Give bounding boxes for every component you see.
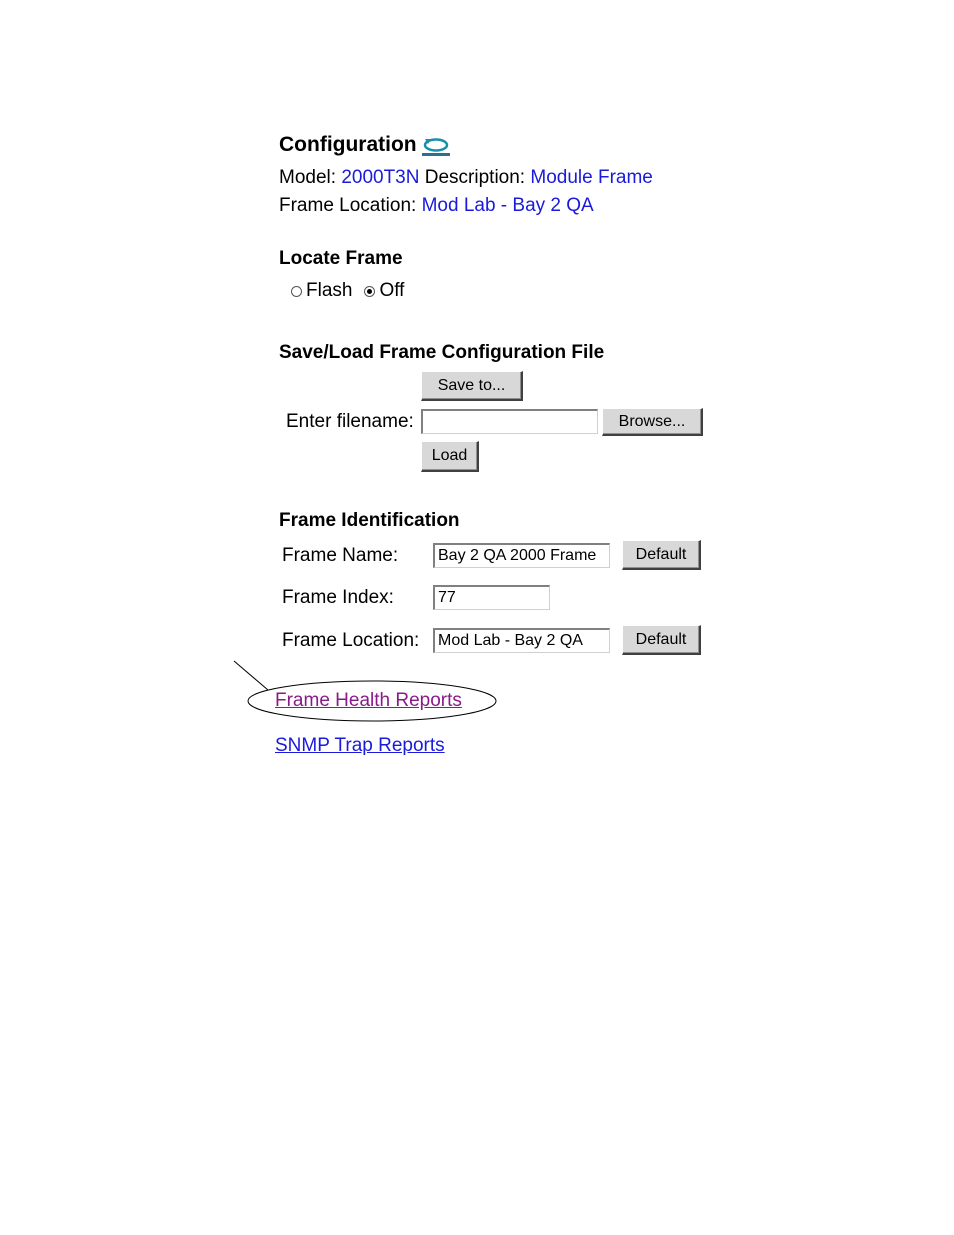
page-title-text: Configuration xyxy=(279,133,417,156)
frame-location-default-button[interactable]: Default xyxy=(622,625,701,655)
description-value: Module Frame xyxy=(530,167,653,188)
description-label: Description: xyxy=(424,167,526,188)
filename-label: Enter filename: xyxy=(286,411,414,432)
page-title xyxy=(279,133,450,157)
frame-name-input[interactable] xyxy=(433,543,610,568)
locate-frame-heading: Locate Frame xyxy=(279,248,403,269)
model-label: Model: xyxy=(279,167,337,188)
frame-name-label: Frame Name: xyxy=(282,545,399,566)
snmp-trap-reports-link[interactable]: SNMP Trap Reports xyxy=(275,735,445,756)
flash-radio[interactable] xyxy=(291,286,302,297)
frame-health-reports-link[interactable]: Frame Health Reports xyxy=(275,690,462,711)
flash-radio-label: Flash xyxy=(306,280,353,301)
frame-location-value: Mod Lab - Bay 2 QA xyxy=(421,195,594,216)
locate-frame-options xyxy=(291,280,416,302)
frame-location-line xyxy=(279,195,594,217)
off-radio-label: Off xyxy=(379,280,405,301)
refresh-icon[interactable] xyxy=(422,134,450,156)
save-load-heading: Save/Load Frame Configuration File xyxy=(279,342,605,363)
frame-name-default-button[interactable]: Default xyxy=(622,540,701,570)
frame-location-input[interactable] xyxy=(433,628,610,653)
frame-identification-heading: Frame Identification xyxy=(279,510,460,531)
frame-location-label: Frame Location: xyxy=(279,195,417,216)
save-to-button[interactable]: Save to... xyxy=(421,371,523,401)
browse-button[interactable]: Browse... xyxy=(602,408,703,436)
model-description-line xyxy=(279,167,653,189)
filename-input[interactable] xyxy=(421,409,598,434)
frame-index-label: Frame Index: xyxy=(282,587,394,608)
load-button[interactable]: Load xyxy=(421,441,479,472)
frame-location-field-label: Frame Location: xyxy=(282,630,420,651)
model-value: 2000T3N xyxy=(341,167,420,188)
frame-index-input[interactable] xyxy=(433,585,550,610)
off-radio[interactable] xyxy=(364,286,375,297)
